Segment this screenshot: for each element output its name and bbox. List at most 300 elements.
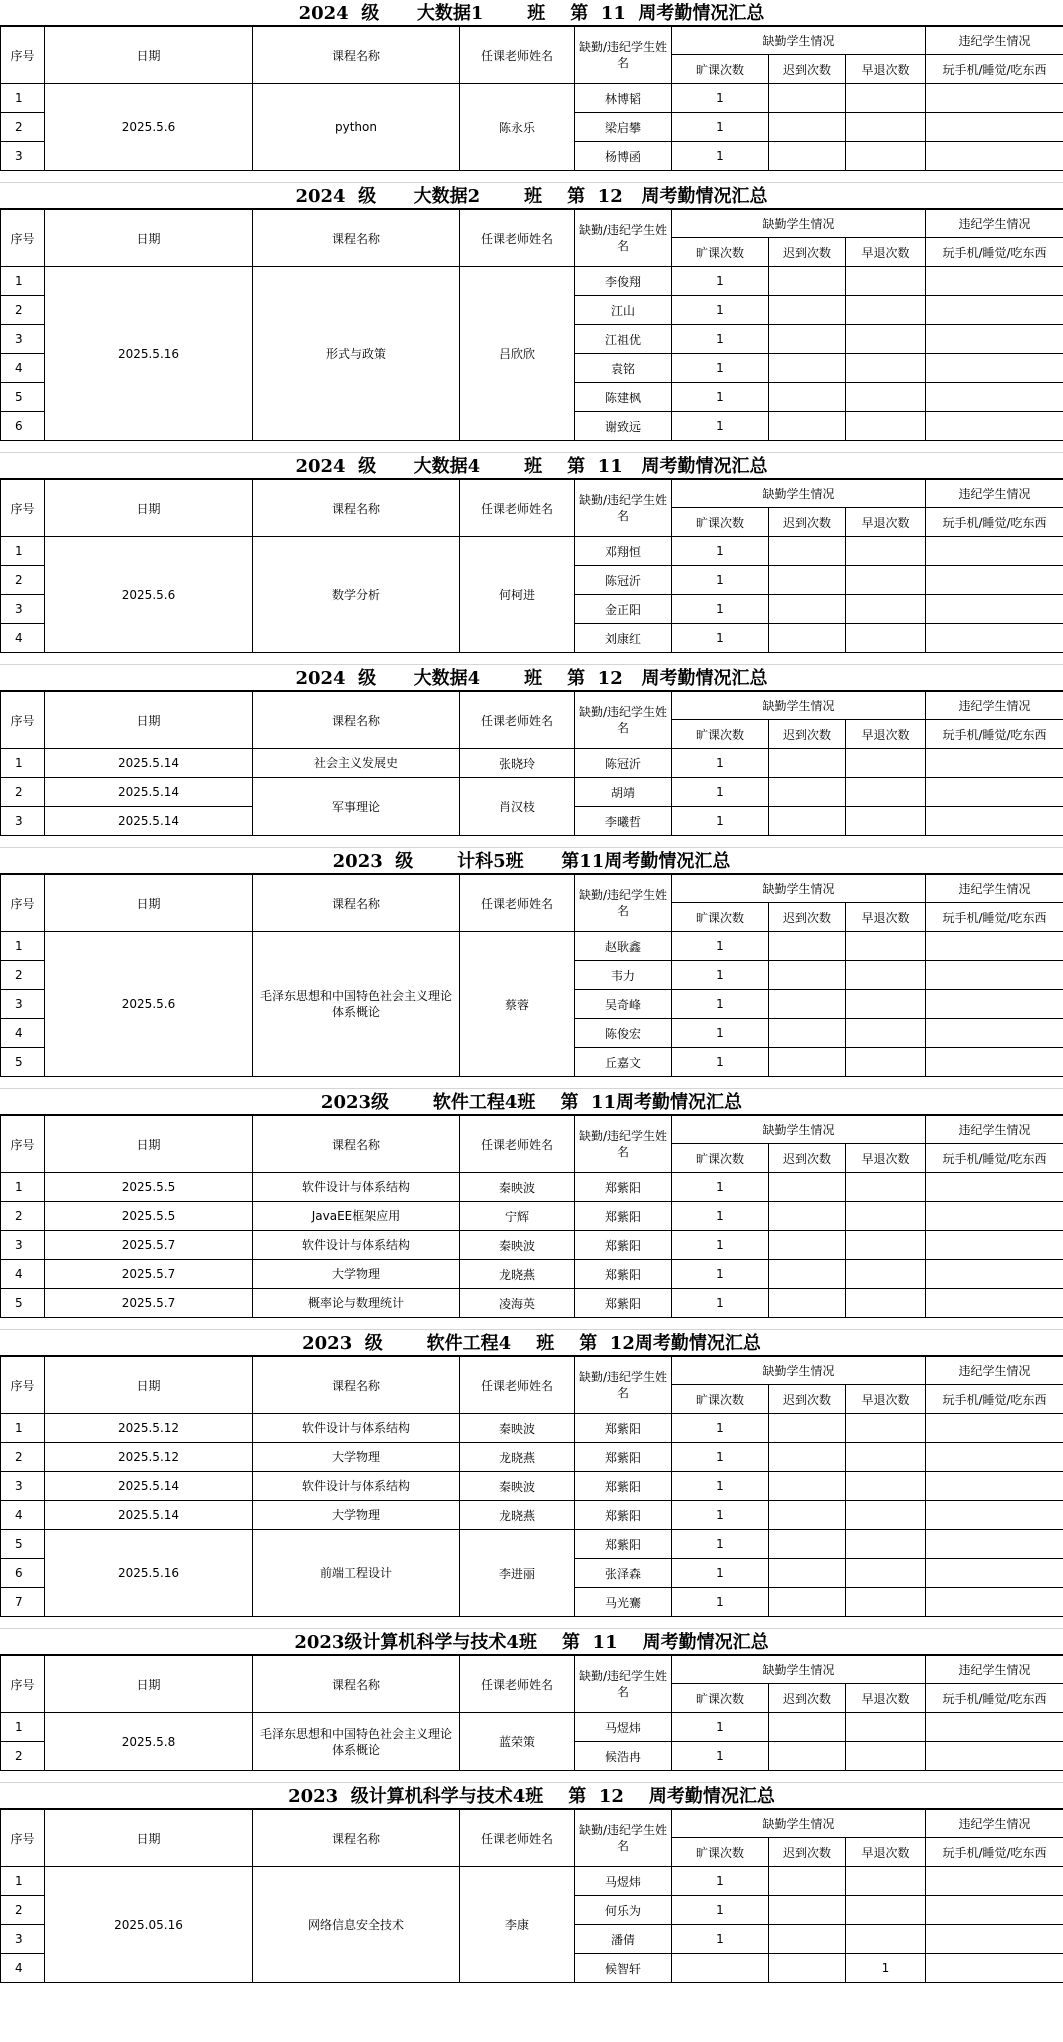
cell-student: 江祖优 xyxy=(575,325,672,354)
header-seq: 序号 xyxy=(1,27,45,84)
cell-absent: 1 xyxy=(672,778,769,807)
cell-early xyxy=(846,1231,926,1260)
attendance-table xyxy=(0,874,1063,1077)
header-course: 课程名称 xyxy=(253,210,460,267)
cell-late xyxy=(769,296,846,325)
cell-early xyxy=(846,1867,926,1896)
cell-absent: 1 xyxy=(672,624,769,653)
header-seq: 序号 xyxy=(1,480,45,537)
cell-teacher: 蓝荣策 xyxy=(460,1713,575,1771)
cell-absent: 1 xyxy=(672,1501,769,1530)
cell-violation xyxy=(926,354,1063,383)
cell-course: 毛泽东思想和中国特色社会主义理论体系概论 xyxy=(253,932,460,1077)
table-row xyxy=(1,1501,1063,1530)
cell-late xyxy=(769,1414,846,1443)
cell-course: 社会主义发展史 xyxy=(253,749,460,778)
cell-student: 邓翔恒 xyxy=(575,537,672,566)
cell-student: 潘倩 xyxy=(575,1925,672,1954)
cell-student: 谢致远 xyxy=(575,412,672,441)
header-row xyxy=(1,1357,1063,1385)
attendance-table xyxy=(0,1356,1063,1617)
cell-course: 毛泽东思想和中国特色社会主义理论体系概论 xyxy=(253,1713,460,1771)
cell-violation xyxy=(926,537,1063,566)
header-early: 早退次数 xyxy=(846,720,926,749)
cell-seq: 2 xyxy=(1,566,45,595)
cell-late xyxy=(769,1501,846,1530)
header-violation: 玩手机/睡觉/吃东西 xyxy=(926,508,1063,537)
cell-early xyxy=(846,267,926,296)
cell-early xyxy=(846,1414,926,1443)
header-date: 日期 xyxy=(45,875,253,932)
cell-teacher: 陈永乐 xyxy=(460,84,575,171)
cell-early xyxy=(846,1742,926,1771)
cell-student: 郑紫阳 xyxy=(575,1289,672,1318)
cell-absent: 1 xyxy=(672,1896,769,1925)
header-student: 缺勤/违纪学生姓名 xyxy=(575,692,672,749)
cell-early xyxy=(846,1501,926,1530)
table-row xyxy=(1,537,1063,566)
cell-seq: 2 xyxy=(1,1896,45,1925)
cell-absent: 1 xyxy=(672,267,769,296)
cell-student: 丘嘉文 xyxy=(575,1048,672,1077)
cell-teacher: 宁辉 xyxy=(460,1202,575,1231)
cell-early xyxy=(846,1173,926,1202)
cell-student: 郑紫阳 xyxy=(575,1530,672,1559)
header-absence-group: 缺勤学生情况 xyxy=(672,1656,926,1684)
block-separator xyxy=(0,1077,1063,1089)
cell-absent: 1 xyxy=(672,113,769,142)
cell-course: 软件设计与体系结构 xyxy=(253,1231,460,1260)
cell-late xyxy=(769,1173,846,1202)
header-teacher: 任课老师姓名 xyxy=(460,875,575,932)
cell-student: 胡靖 xyxy=(575,778,672,807)
cell-seq: 5 xyxy=(1,1048,45,1077)
header-date: 日期 xyxy=(45,692,253,749)
cell-date: 2025.5.12 xyxy=(45,1443,253,1472)
cell-seq: 3 xyxy=(1,1925,45,1954)
header-absent: 旷课次数 xyxy=(672,1684,769,1713)
cell-student: 郑紫阳 xyxy=(575,1414,672,1443)
cell-student: 金正阳 xyxy=(575,595,672,624)
cell-student: 马煜炜 xyxy=(575,1867,672,1896)
cell-violation xyxy=(926,113,1063,142)
cell-early xyxy=(846,1472,926,1501)
header-date: 日期 xyxy=(45,210,253,267)
header-early: 早退次数 xyxy=(846,1684,926,1713)
block-title: 2024 级 大数据1 班 第 11 周考勤情况汇总 xyxy=(0,0,1063,26)
cell-early xyxy=(846,1260,926,1289)
cell-late xyxy=(769,1231,846,1260)
cell-violation xyxy=(926,325,1063,354)
header-violation-group: 违纪学生情况 xyxy=(926,1656,1063,1684)
cell-late xyxy=(769,1048,846,1077)
header-violation: 玩手机/睡觉/吃东西 xyxy=(926,903,1063,932)
attendance-table xyxy=(0,209,1063,441)
cell-late xyxy=(769,778,846,807)
cell-seq: 3 xyxy=(1,595,45,624)
cell-student: 陈冠沂 xyxy=(575,566,672,595)
cell-student: 杨博函 xyxy=(575,142,672,171)
cell-early xyxy=(846,142,926,171)
cell-seq: 7 xyxy=(1,1588,45,1617)
cell-seq: 1 xyxy=(1,1173,45,1202)
header-violation: 玩手机/睡觉/吃东西 xyxy=(926,1385,1063,1414)
cell-early xyxy=(846,749,926,778)
header-course: 课程名称 xyxy=(253,1357,460,1414)
cell-student: 郑紫阳 xyxy=(575,1231,672,1260)
cell-date: 2025.05.16 xyxy=(45,1867,253,1983)
cell-date: 2025.5.16 xyxy=(45,267,253,441)
cell-seq: 2 xyxy=(1,778,45,807)
table-row xyxy=(1,1202,1063,1231)
block-title: 2023级 软件工程4班 第 11周考勤情况汇总 xyxy=(0,1089,1063,1115)
table-row xyxy=(1,1530,1063,1559)
cell-student: 马煜炜 xyxy=(575,1713,672,1742)
cell-seq: 3 xyxy=(1,1231,45,1260)
header-date: 日期 xyxy=(45,480,253,537)
cell-course: 网络信息安全技术 xyxy=(253,1867,460,1983)
header-early: 早退次数 xyxy=(846,238,926,267)
header-early: 早退次数 xyxy=(846,903,926,932)
header-late: 迟到次数 xyxy=(769,238,846,267)
cell-violation xyxy=(926,595,1063,624)
header-course: 课程名称 xyxy=(253,1656,460,1713)
block-title: 2024 级 大数据2 班 第 12 周考勤情况汇总 xyxy=(0,183,1063,209)
cell-absent: 1 xyxy=(672,1530,769,1559)
table-row xyxy=(1,267,1063,296)
cell-student: 马光騫 xyxy=(575,1588,672,1617)
header-row xyxy=(1,1656,1063,1684)
cell-early xyxy=(846,1588,926,1617)
cell-seq: 1 xyxy=(1,932,45,961)
cell-late xyxy=(769,749,846,778)
header-date: 日期 xyxy=(45,1116,253,1173)
header-seq: 序号 xyxy=(1,1357,45,1414)
cell-violation xyxy=(926,267,1063,296)
cell-seq: 4 xyxy=(1,354,45,383)
cell-absent: 1 xyxy=(672,1173,769,1202)
header-early: 早退次数 xyxy=(846,1385,926,1414)
cell-course: 形式与政策 xyxy=(253,267,460,441)
block-title: 2024 级 大数据4 班 第 12 周考勤情况汇总 xyxy=(0,665,1063,691)
cell-date: 2025.5.7 xyxy=(45,1260,253,1289)
header-late: 迟到次数 xyxy=(769,1684,846,1713)
cell-absent: 1 xyxy=(672,566,769,595)
cell-early xyxy=(846,932,926,961)
cell-violation xyxy=(926,990,1063,1019)
header-row xyxy=(1,1116,1063,1144)
cell-course: 大学物理 xyxy=(253,1501,460,1530)
cell-teacher: 何柯进 xyxy=(460,537,575,653)
block-title: 2023级计算机科学与技术4班 第 11 周考勤情况汇总 xyxy=(0,1629,1063,1655)
cell-course: 大学物理 xyxy=(253,1443,460,1472)
cell-late xyxy=(769,537,846,566)
header-absence-group: 缺勤学生情况 xyxy=(672,27,926,55)
cell-late xyxy=(769,990,846,1019)
cell-late xyxy=(769,1867,846,1896)
cell-seq: 5 xyxy=(1,1530,45,1559)
header-absent: 旷课次数 xyxy=(672,55,769,84)
cell-absent: 1 xyxy=(672,990,769,1019)
cell-early xyxy=(846,807,926,836)
cell-seq: 4 xyxy=(1,1954,45,1983)
cell-violation xyxy=(926,1742,1063,1771)
cell-absent: 1 xyxy=(672,1260,769,1289)
header-teacher: 任课老师姓名 xyxy=(460,692,575,749)
cell-seq: 4 xyxy=(1,624,45,653)
cell-absent: 1 xyxy=(672,807,769,836)
table-row xyxy=(1,1867,1063,1896)
cell-seq: 1 xyxy=(1,1867,45,1896)
cell-absent xyxy=(672,1954,769,1983)
cell-absent: 1 xyxy=(672,749,769,778)
header-date: 日期 xyxy=(45,1656,253,1713)
cell-late xyxy=(769,932,846,961)
cell-seq: 2 xyxy=(1,961,45,990)
cell-date: 2025.5.8 xyxy=(45,1713,253,1771)
cell-violation xyxy=(926,1202,1063,1231)
cell-absent: 1 xyxy=(672,1019,769,1048)
cell-early xyxy=(846,1559,926,1588)
header-seq: 序号 xyxy=(1,875,45,932)
header-date: 日期 xyxy=(45,27,253,84)
block-separator xyxy=(0,171,1063,183)
cell-absent: 1 xyxy=(672,1742,769,1771)
cell-late xyxy=(769,1588,846,1617)
header-late: 迟到次数 xyxy=(769,720,846,749)
header-violation: 玩手机/睡觉/吃东西 xyxy=(926,238,1063,267)
cell-teacher: 秦映波 xyxy=(460,1231,575,1260)
cell-late xyxy=(769,1925,846,1954)
cell-absent: 1 xyxy=(672,1048,769,1077)
cell-early xyxy=(846,961,926,990)
header-late: 迟到次数 xyxy=(769,508,846,537)
cell-absent: 1 xyxy=(672,1867,769,1896)
cell-student: 陈建枫 xyxy=(575,383,672,412)
cell-student: 李俊翔 xyxy=(575,267,672,296)
cell-late xyxy=(769,1896,846,1925)
cell-early xyxy=(846,990,926,1019)
header-early: 早退次数 xyxy=(846,1838,926,1867)
header-row xyxy=(1,1810,1063,1838)
header-late: 迟到次数 xyxy=(769,903,846,932)
table-row xyxy=(1,1414,1063,1443)
cell-early xyxy=(846,1019,926,1048)
cell-early xyxy=(846,1925,926,1954)
table-row xyxy=(1,749,1063,778)
cell-early xyxy=(846,325,926,354)
cell-absent: 1 xyxy=(672,1713,769,1742)
cell-student: 郑紫阳 xyxy=(575,1173,672,1202)
attendance-table xyxy=(0,1809,1063,1983)
header-late: 迟到次数 xyxy=(769,1144,846,1173)
cell-student: 郑紫阳 xyxy=(575,1202,672,1231)
cell-early xyxy=(846,537,926,566)
cell-late xyxy=(769,1954,846,1983)
cell-student: 林博韬 xyxy=(575,84,672,113)
cell-student: 候浩冉 xyxy=(575,1742,672,1771)
cell-student: 吴奇峰 xyxy=(575,990,672,1019)
header-late: 迟到次数 xyxy=(769,55,846,84)
header-seq: 序号 xyxy=(1,692,45,749)
cell-absent: 1 xyxy=(672,325,769,354)
cell-absent: 1 xyxy=(672,1231,769,1260)
cell-absent: 1 xyxy=(672,1414,769,1443)
cell-violation xyxy=(926,1896,1063,1925)
header-violation-group: 违纪学生情况 xyxy=(926,480,1063,508)
cell-seq: 5 xyxy=(1,383,45,412)
cell-violation xyxy=(926,749,1063,778)
cell-absent: 1 xyxy=(672,537,769,566)
cell-absent: 1 xyxy=(672,84,769,113)
cell-date: 2025.5.14 xyxy=(45,1501,253,1530)
header-violation-group: 违纪学生情况 xyxy=(926,210,1063,238)
cell-early xyxy=(846,1896,926,1925)
header-absent: 旷课次数 xyxy=(672,1144,769,1173)
header-row xyxy=(1,875,1063,903)
cell-student: 江山 xyxy=(575,296,672,325)
cell-late xyxy=(769,1472,846,1501)
cell-late xyxy=(769,1443,846,1472)
header-student: 缺勤/违纪学生姓名 xyxy=(575,1116,672,1173)
header-row xyxy=(1,210,1063,238)
cell-violation xyxy=(926,961,1063,990)
attendance-table xyxy=(0,26,1063,171)
header-teacher: 任课老师姓名 xyxy=(460,1656,575,1713)
cell-student: 刘康红 xyxy=(575,624,672,653)
cell-late xyxy=(769,1202,846,1231)
cell-late xyxy=(769,1260,846,1289)
cell-course: 大学物理 xyxy=(253,1260,460,1289)
cell-late xyxy=(769,961,846,990)
cell-student: 郑紫阳 xyxy=(575,1501,672,1530)
cell-violation xyxy=(926,1867,1063,1896)
cell-absent: 1 xyxy=(672,595,769,624)
cell-date: 2025.5.6 xyxy=(45,932,253,1077)
cell-teacher: 龙晓燕 xyxy=(460,1443,575,1472)
cell-teacher: 蔡蓉 xyxy=(460,932,575,1077)
attendance-table xyxy=(0,479,1063,653)
cell-seq: 1 xyxy=(1,537,45,566)
header-violation: 玩手机/睡觉/吃东西 xyxy=(926,1838,1063,1867)
cell-seq: 3 xyxy=(1,142,45,171)
header-absent: 旷课次数 xyxy=(672,720,769,749)
cell-late xyxy=(769,84,846,113)
cell-student: 郑紫阳 xyxy=(575,1443,672,1472)
cell-student: 陈冠沂 xyxy=(575,749,672,778)
table-row xyxy=(1,1443,1063,1472)
header-violation-group: 违纪学生情况 xyxy=(926,692,1063,720)
header-absent: 旷课次数 xyxy=(672,238,769,267)
cell-early xyxy=(846,1443,926,1472)
cell-seq: 1 xyxy=(1,1713,45,1742)
header-student: 缺勤/违纪学生姓名 xyxy=(575,480,672,537)
cell-violation xyxy=(926,566,1063,595)
header-violation-group: 违纪学生情况 xyxy=(926,1810,1063,1838)
header-violation: 玩手机/睡觉/吃东西 xyxy=(926,55,1063,84)
cell-absent: 1 xyxy=(672,1472,769,1501)
cell-violation xyxy=(926,1173,1063,1202)
header-violation: 玩手机/睡觉/吃东西 xyxy=(926,1144,1063,1173)
cell-seq: 2 xyxy=(1,113,45,142)
header-violation-group: 违纪学生情况 xyxy=(926,27,1063,55)
cell-seq: 3 xyxy=(1,325,45,354)
cell-absent: 1 xyxy=(672,1289,769,1318)
header-course: 课程名称 xyxy=(253,1116,460,1173)
cell-late xyxy=(769,142,846,171)
cell-teacher: 张晓玲 xyxy=(460,749,575,778)
cell-date: 2025.5.14 xyxy=(45,778,253,807)
cell-teacher: 秦映波 xyxy=(460,1472,575,1501)
cell-violation xyxy=(926,1559,1063,1588)
cell-absent: 1 xyxy=(672,1925,769,1954)
cell-seq: 4 xyxy=(1,1501,45,1530)
cell-violation xyxy=(926,1530,1063,1559)
cell-late xyxy=(769,113,846,142)
cell-teacher: 秦映波 xyxy=(460,1414,575,1443)
header-student: 缺勤/违纪学生姓名 xyxy=(575,1810,672,1867)
cell-absent: 1 xyxy=(672,412,769,441)
attendance-table xyxy=(0,691,1063,836)
header-student: 缺勤/违纪学生姓名 xyxy=(575,1656,672,1713)
cell-late xyxy=(769,595,846,624)
header-teacher: 任课老师姓名 xyxy=(460,1810,575,1867)
cell-late xyxy=(769,1289,846,1318)
cell-student: 陈俊宏 xyxy=(575,1019,672,1048)
cell-seq: 4 xyxy=(1,1260,45,1289)
cell-late xyxy=(769,566,846,595)
block-separator xyxy=(0,441,1063,453)
header-absence-group: 缺勤学生情况 xyxy=(672,875,926,903)
cell-course: JavaEE框架应用 xyxy=(253,1202,460,1231)
cell-date: 2025.5.7 xyxy=(45,1289,253,1318)
block-separator xyxy=(0,1771,1063,1783)
header-absent: 旷课次数 xyxy=(672,903,769,932)
cell-date: 2025.5.14 xyxy=(45,807,253,836)
cell-early xyxy=(846,84,926,113)
header-student: 缺勤/违纪学生姓名 xyxy=(575,1357,672,1414)
table-row xyxy=(1,1231,1063,1260)
cell-seq: 5 xyxy=(1,1289,45,1318)
header-violation-group: 违纪学生情况 xyxy=(926,1357,1063,1385)
cell-teacher: 秦映波 xyxy=(460,1173,575,1202)
header-student: 缺勤/违纪学生姓名 xyxy=(575,875,672,932)
header-teacher: 任课老师姓名 xyxy=(460,1116,575,1173)
cell-absent: 1 xyxy=(672,296,769,325)
cell-early xyxy=(846,778,926,807)
header-late: 迟到次数 xyxy=(769,1385,846,1414)
header-absence-group: 缺勤学生情况 xyxy=(672,1357,926,1385)
header-date: 日期 xyxy=(45,1810,253,1867)
cell-course: 军事理论 xyxy=(253,778,460,836)
header-absent: 旷课次数 xyxy=(672,508,769,537)
header-student: 缺勤/违纪学生姓名 xyxy=(575,210,672,267)
header-seq: 序号 xyxy=(1,210,45,267)
header-row xyxy=(1,27,1063,55)
cell-course: 概率论与数理统计 xyxy=(253,1289,460,1318)
header-course: 课程名称 xyxy=(253,480,460,537)
cell-absent: 1 xyxy=(672,1202,769,1231)
cell-student: 候智轩 xyxy=(575,1954,672,1983)
cell-course: 软件设计与体系结构 xyxy=(253,1414,460,1443)
table-row xyxy=(1,1713,1063,1742)
block-separator xyxy=(0,836,1063,848)
cell-course: 数学分析 xyxy=(253,537,460,653)
cell-early xyxy=(846,354,926,383)
cell-absent: 1 xyxy=(672,354,769,383)
cell-early xyxy=(846,1289,926,1318)
cell-student: 李曦哲 xyxy=(575,807,672,836)
